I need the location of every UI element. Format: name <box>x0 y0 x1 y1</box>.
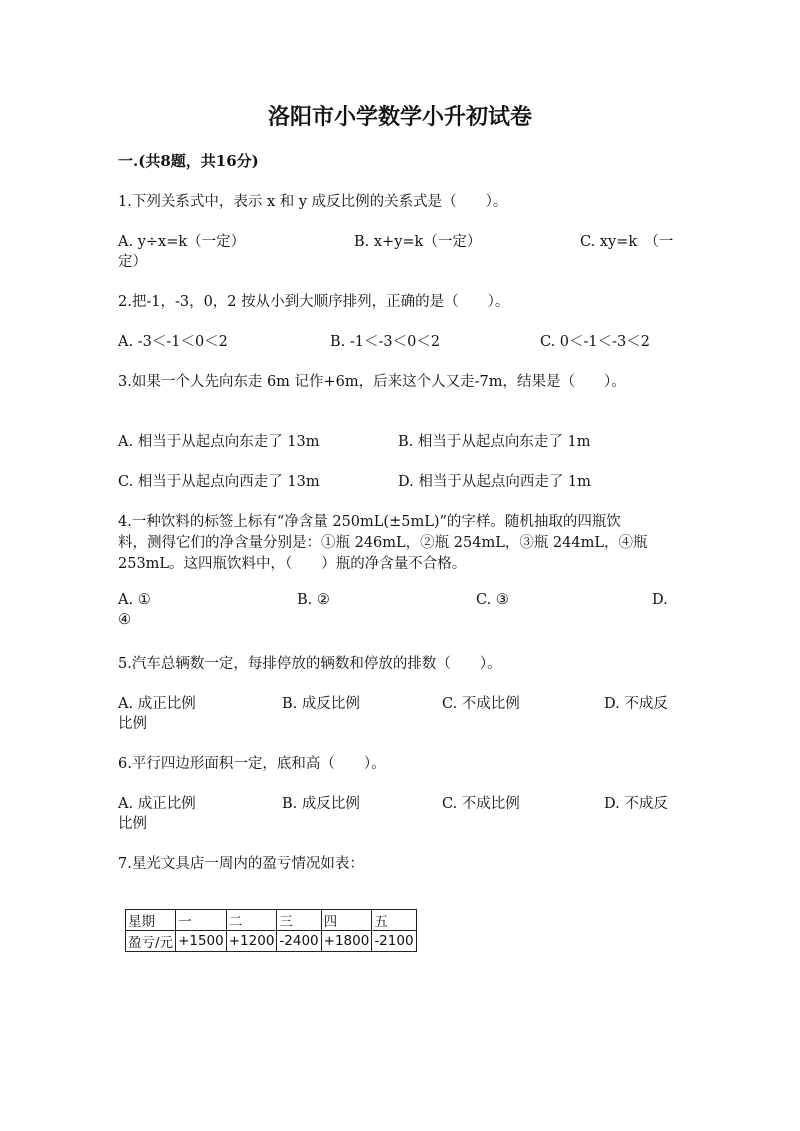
q3-option-a: A. 相当于从起点向东走了 13m <box>118 434 320 450</box>
question-2: 2.把-1，-3，0，2 按从小到大顺序排列，正确的是（ ）。 <box>118 294 510 310</box>
q5-option-d: D. 不成反 <box>604 696 668 712</box>
q4-option-d-wrap: ④ <box>118 612 131 628</box>
table-cell: 一 <box>176 910 227 931</box>
q6-option-c: C. 不成比例 <box>442 796 520 812</box>
table-cell: +1500 <box>176 931 227 952</box>
q5-option-b: B. 成反比例 <box>282 696 360 712</box>
question-6: 6.平行四边形面积一定，底和高（ ）。 <box>118 756 386 772</box>
q3-option-d: D. 相当于从起点向西走了 1m <box>398 474 591 490</box>
q6-option-a: A. 成正比例 <box>118 796 196 812</box>
question-3: 3.如果一个人先向东走 6m 记作+6m，后来这个人又走-7m，结果是（ ）。 <box>118 374 626 390</box>
table-cell: -2400 <box>277 931 321 952</box>
q3-option-c: C. 相当于从起点向西走了 13m <box>118 474 320 490</box>
table-row <box>126 910 417 931</box>
q1-option-c-wrap: 定） <box>118 254 147 270</box>
page-title: 洛阳市小学数学小升初试卷 <box>267 104 532 130</box>
question-4-line-2: 料，测得它们的净含量分别是：①瓶 246mL，②瓶 254mL，③瓶 244mL，④瓶 <box>118 535 648 551</box>
table-cell: 五 <box>372 910 416 931</box>
q4-option-c: C. ③ <box>476 592 509 608</box>
q5-option-a: A. 成正比例 <box>118 696 196 712</box>
table-cell: -2100 <box>372 931 416 952</box>
table-cell: 星期 <box>126 910 176 931</box>
table-cell: 二 <box>226 910 277 931</box>
question-5: 5.汽车总辆数一定，每排停放的辆数和停放的排数（ ）。 <box>118 656 502 672</box>
q2-option-c: C. 0＜-1＜-3＜2 <box>540 334 650 350</box>
question-7: 7.星光文具店一周内的盈亏情况如表： <box>118 856 364 872</box>
table-row <box>126 931 417 952</box>
q4-option-b: B. ② <box>297 592 330 608</box>
question-1: 1.下列关系式中，表示 x 和 y 成反比例的关系式是（ ）。 <box>118 194 508 210</box>
q3-option-b: B. 相当于从起点向东走了 1m <box>398 434 591 450</box>
q5-option-d-wrap: 比例 <box>118 716 147 732</box>
question-4-line-1: 4.一种饮料的标签上标有“净含量 250mL(±5mL)”的字样。随机抽取的四瓶饮 <box>118 514 621 530</box>
q6-option-b: B. 成反比例 <box>282 796 360 812</box>
question-4-line-3: 253mL。这四瓶饮料中，（ ）瓶的净含量不合格。 <box>118 556 467 572</box>
section-heading: 一.(共8题，共16分) <box>118 152 259 170</box>
profit-loss-table <box>125 909 417 952</box>
q4-option-a: A. ① <box>118 592 151 608</box>
q6-option-d-wrap: 比例 <box>118 816 147 832</box>
q1-option-c: C. xy=k （一 <box>580 234 674 250</box>
q6-option-d: D. 不成反 <box>604 796 668 812</box>
table-cell: +1800 <box>321 931 372 952</box>
q2-option-b: B. -1＜-3＜0＜2 <box>330 334 441 350</box>
q1-option-b: B. x+y=k（一定） <box>354 234 482 250</box>
table-cell: 四 <box>321 910 372 931</box>
q5-option-c: C. 不成比例 <box>442 696 520 712</box>
table-cell: 三 <box>277 910 321 931</box>
q2-option-a: A. -3＜-1＜0＜2 <box>118 334 228 350</box>
table-cell: +1200 <box>226 931 277 952</box>
q1-option-a: A. y÷x=k（一定） <box>118 234 246 250</box>
table-cell: 盈亏/元 <box>126 931 176 952</box>
q4-option-d: D. <box>652 592 668 608</box>
